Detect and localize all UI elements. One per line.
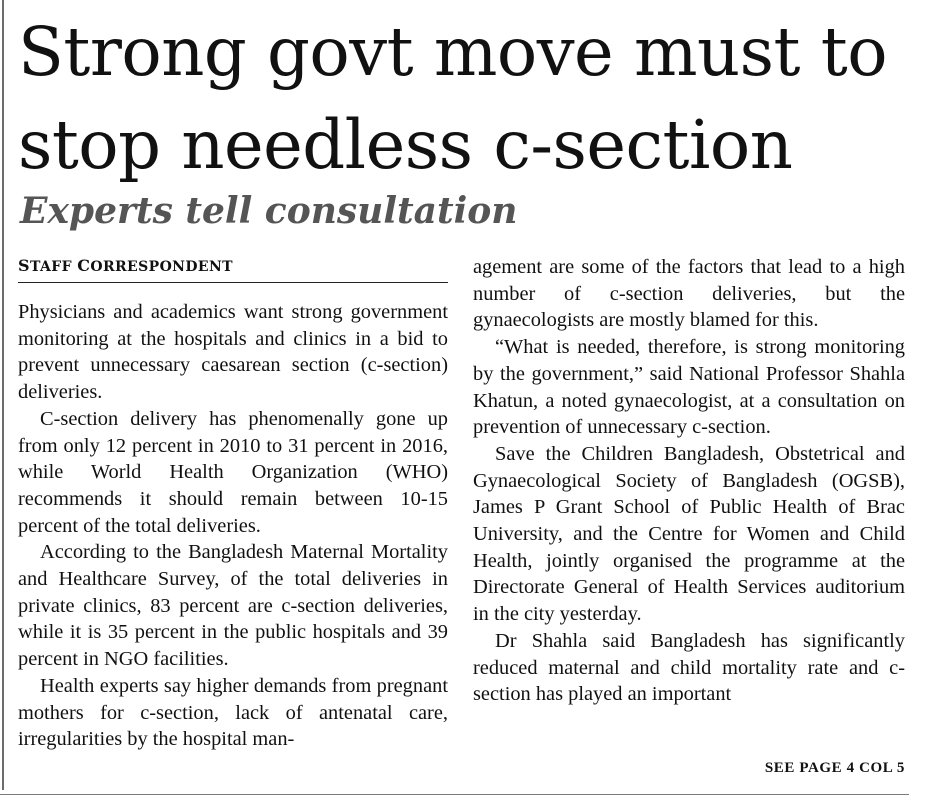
continued-on-page-reference: SEE PAGE 4 COL 5 bbox=[764, 760, 905, 776]
byline-initial-s: S bbox=[18, 256, 30, 275]
byline-word-1: TAFF bbox=[29, 259, 72, 275]
article-column-right bbox=[473, 254, 905, 708]
paragraph: agement are some of the factors that lead to a high number of c-section deliveries, but the gynaecologists are mostly blamed for this. bbox=[473, 256, 905, 332]
subheadline: Experts tell consultation bbox=[20, 190, 518, 232]
paragraph: Physicians and academics want strong government monitoring at the hospitals and clinics in a bid to prevent unnecessary caesarean section (c-section) deliveries. bbox=[18, 301, 448, 404]
byline bbox=[18, 257, 448, 283]
paragraph: C-section delivery has phenomenally gone up from only 12 percent in 2010 to 31 percent in 2016, while World Health Organization (WHO) recommends it should remain between 10-15 percent of the total deliveries. bbox=[18, 407, 448, 537]
paragraph: Health experts say higher demands from pregnant mothers for c-section, lack of antenatal care, irregularities by the hospital man- bbox=[18, 674, 448, 751]
headline-line-2: stop needless c-section bbox=[18, 106, 793, 184]
left-column-rule bbox=[2, 0, 4, 790]
bottom-rule bbox=[0, 794, 909, 795]
paragraph: Dr Shahla said Bangladesh has significantly reduced maternal and child mortality rate and c-section has played an important bbox=[473, 629, 905, 706]
paragraph: “What is needed, therefore, is strong monitoring by the government,” said National Professor Shahla Khatun, a noted gynaecologist, at a consultation on prevention of unnecessary c-section. bbox=[473, 336, 905, 439]
headline-line-1: Strong govt move must to bbox=[18, 13, 888, 91]
article-column-left bbox=[18, 299, 448, 753]
headline bbox=[18, 6, 918, 192]
byline-initial-c: C bbox=[77, 256, 91, 275]
byline-word-2: ORRESPONDENT bbox=[90, 259, 233, 275]
paragraph: According to the Bangladesh Maternal Mortality and Healthcare Survey, of the total deliveries in private clinics, 83 percent are c-section deliveries, while it is 35 percent in the public hospitals and 39 percent in NGO facilities. bbox=[18, 541, 448, 671]
paragraph: Save the Children Bangladesh, Obstetrical and Gynaecological Society of Bangladesh (OGSB), James P Grant School of Public Health of Brac University, and the Centre for Women and Child Health, jointly organised the programme at the Directorate General of Health Services auditorium in the city yesterday. bbox=[473, 442, 905, 626]
